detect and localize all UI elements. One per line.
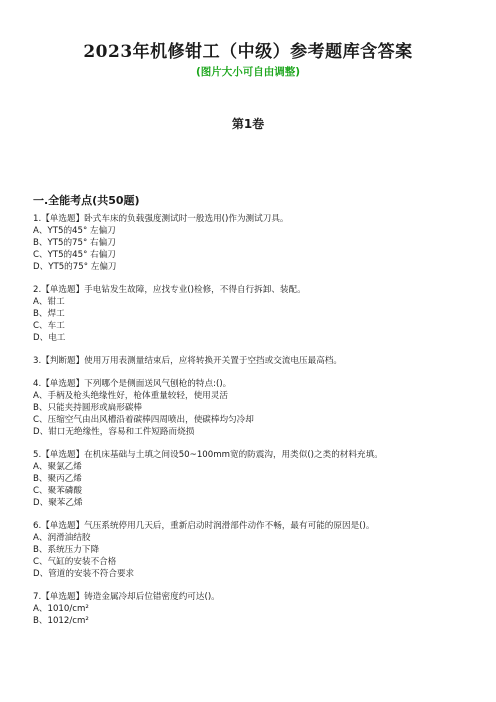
question-option: A、润滑油结胶 bbox=[33, 533, 91, 543]
question-stem: 4.【单选题】下列哪个是侧面送风气刨枪的特点:()。 bbox=[33, 379, 232, 389]
question-option: A、聚氯乙烯 bbox=[33, 462, 82, 472]
question-option: C、压缩空气由出风槽沿着碳棒四周喷出，使碳棒均匀冷却 bbox=[33, 415, 254, 425]
question-option: D、管道的安装不符合要求 bbox=[33, 569, 135, 579]
document-subtitle: (图片大小可自由调整) bbox=[195, 66, 301, 78]
question-option: D、钳口无绝缘性，容易和工件短路而烧损 bbox=[33, 427, 195, 437]
volume-heading: 第1卷 bbox=[231, 117, 265, 131]
question-item bbox=[33, 355, 473, 367]
question-stem: 1.【单选题】卧式车床的负载强度测试时一般选用()作为测试刀具。 bbox=[33, 214, 289, 224]
question-item bbox=[33, 284, 473, 344]
question-option: B、1012/cm² bbox=[33, 616, 89, 626]
question-stem: 6.【单选题】气压系统停用几天后，重新启动时润滑部件动作不畅，最有可能的原因是()。 bbox=[33, 521, 375, 531]
question-option: C、聚苯磷酸 bbox=[33, 486, 82, 496]
question-item bbox=[33, 378, 473, 438]
question-option: C、YT5的45° 右偏刀 bbox=[33, 250, 116, 260]
question-stem: 7.【单选题】铸造金属冷却后位错密度约可达()。 bbox=[33, 592, 220, 602]
question-option: B、焊工 bbox=[33, 309, 65, 319]
question-stem: 3.【判断题】使用万用表测量结束后，应将转换开关置于空挡或交流电压最高档。 bbox=[33, 356, 342, 366]
question-option: B、只能夹持圆形或扁形碳棒 bbox=[33, 403, 143, 413]
question-item bbox=[33, 449, 473, 509]
question-stem: 5.【单选题】在机床基础与土填之间设50~100mm宽的防震沟，用类似()之类的材料充填。 bbox=[33, 450, 383, 460]
question-option: B、系统压力下降 bbox=[33, 545, 100, 555]
question-item bbox=[33, 591, 473, 627]
question-option: B、聚丙乙烯 bbox=[33, 474, 82, 484]
document-title: 2023年机修钳工（中级）参考题库含答案 bbox=[83, 42, 413, 62]
question-item bbox=[33, 213, 473, 273]
question-option: C、气缸的安装不合格 bbox=[33, 557, 117, 567]
question-option: C、车工 bbox=[33, 321, 65, 331]
section-heading: 一.全能考点(共50题) bbox=[33, 194, 140, 207]
question-option: A、手柄及枪头绝缘性好，枪体重量较轻，使用灵活 bbox=[33, 391, 228, 401]
question-option: A、YT5的45° 左偏刀 bbox=[33, 226, 116, 236]
question-item bbox=[33, 520, 473, 580]
question-stem: 2.【单选题】手电钻发生故障，应找专业()检修，不得自行拆卸、装配。 bbox=[33, 285, 306, 295]
question-option: A、1010/cm² bbox=[33, 604, 89, 614]
question-option: D、聚苯乙烯 bbox=[33, 498, 83, 508]
question-option: D、电工 bbox=[33, 333, 66, 343]
question-option: B、YT5的75° 右偏刀 bbox=[33, 238, 116, 248]
question-option: A、钳工 bbox=[33, 297, 65, 307]
question-option: D、YT5的75° 左偏刀 bbox=[33, 262, 117, 272]
question-list bbox=[33, 213, 473, 638]
